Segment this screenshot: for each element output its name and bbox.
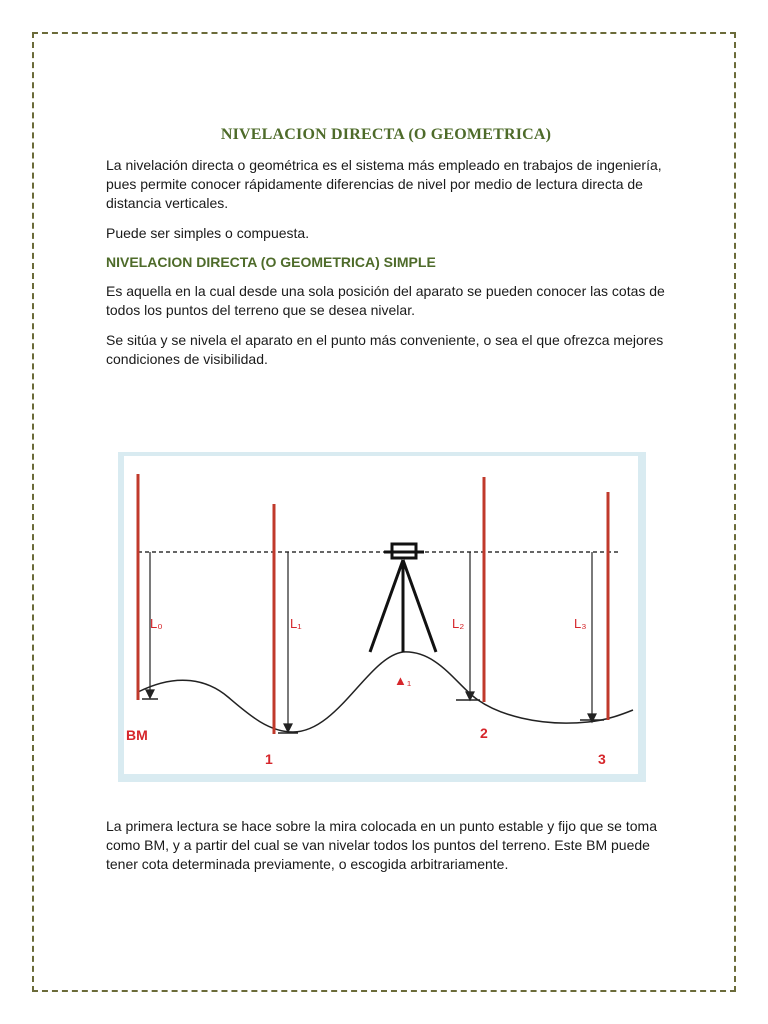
- section-subheading: NIVELACION DIRECTA (O GEOMETRICA) SIMPLE: [106, 254, 436, 270]
- label-point-2: 2: [480, 725, 488, 741]
- intro-paragraph: La nivelación directa o geométrica es el sistema más empleado en trabajos de ingeniería, pues permite conocer rápidamente diferencias de nivel por medio de lectura directa de distancia verticales.: [106, 157, 662, 211]
- label-bm: BM: [126, 727, 148, 743]
- label-l2: L₂: [452, 616, 465, 631]
- document-body: [106, 126, 666, 380]
- label-l1: L₁: [290, 616, 302, 631]
- label-station: ▲₁: [394, 673, 412, 688]
- diagram-frame: [124, 456, 638, 774]
- closing-section: [106, 817, 666, 885]
- label-point-3: 3: [598, 751, 606, 767]
- closing-paragraph: La primera lectura se hace sobre la mira colocada en un punto estable y fijo que se toma como BM, y a partir del cual se van nivelar todos los puntos del terreno. Este BM puede tener cota determinada previamente, o escogida arbitrariamente.: [106, 818, 657, 872]
- placement-paragraph: Se sitúa y se nivela el aparato en el punto más conveniente, o sea el que ofrezca mejores condiciones de visibilidad.: [106, 332, 664, 367]
- types-paragraph: Puede ser simples o compuesta.: [106, 225, 310, 241]
- document-title: NIVELACION DIRECTA (O GEOMETRICA): [220, 126, 552, 143]
- definition-paragraph: Es aquella en la cual desde una sola posición del aparato se pueden conocer las cotas de todos los puntos del terreno que se desea nivelar.: [106, 283, 665, 318]
- leveling-diagram: [118, 452, 646, 782]
- label-point-1: 1: [265, 751, 273, 767]
- leveling-diagram-svg: [118, 452, 646, 782]
- label-l0: L₀: [150, 616, 163, 631]
- label-l3: L₃: [574, 616, 587, 631]
